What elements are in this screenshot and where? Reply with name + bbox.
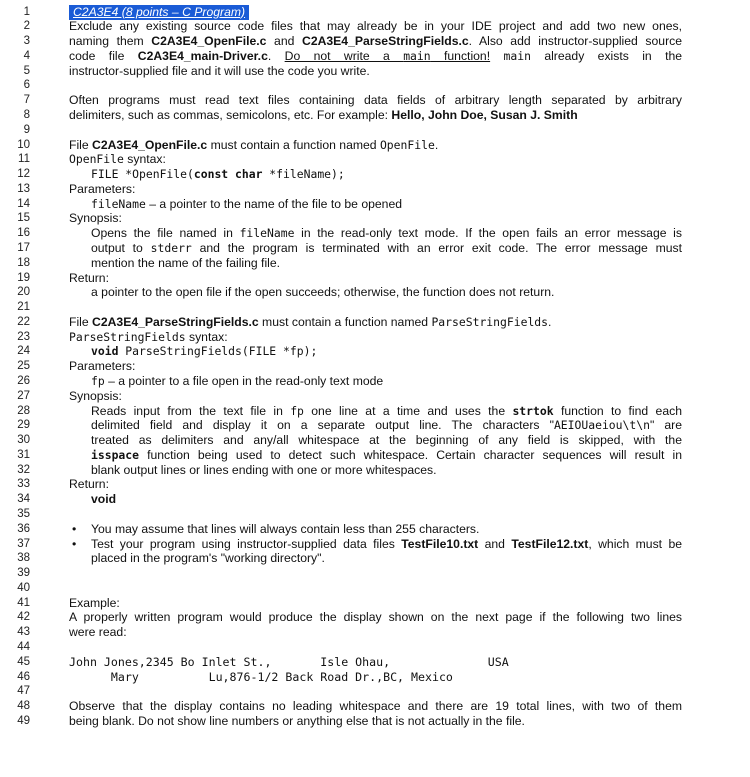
line-11: 11 OpenFile syntax: [0, 152, 750, 167]
line-number: 10 [17, 138, 30, 151]
line-number: 27 [17, 389, 30, 402]
line-number: 18 [17, 256, 30, 269]
line-22: 22 File C2A3E4_ParseStringFields.c must contain a function named ParseStringFields. [0, 315, 750, 330]
line-44 [0, 640, 750, 655]
line-number: 17 [17, 241, 30, 254]
line-6 [0, 78, 750, 93]
line-number: 23 [17, 330, 30, 343]
line-48: 48 Observe that the display contains no leading whitespace and there are 19 total lines, with two of them [0, 699, 750, 714]
line-33: 33 Return: [0, 477, 750, 492]
line-8: 8 delimiters, such as commas, semicolons, etc. For example: Hello, John Doe, Susan J. Smith [0, 108, 750, 123]
line-number: 3 [23, 35, 30, 48]
line-number: 19 [17, 271, 30, 284]
line-3: 3 naming them C2A3E4_OpenFile.c and C2A3E4_ParseStringFields.c. Also add instructor-supplied source [0, 34, 750, 49]
line-1 [0, 5, 750, 20]
assignment-title: C2A3E4 (8 points – C Program) [69, 5, 249, 20]
line-26: 26 fp – a pointer to a file open in the read-only text mode [0, 374, 750, 389]
line-number: 36 [17, 522, 30, 535]
line-36: 36 • You may assume that lines will always contain less than 255 characters. [0, 522, 750, 537]
bullet-icon: • [72, 536, 77, 551]
line-number: 28 [17, 404, 30, 417]
line-number: 9 [23, 123, 30, 136]
line-number: 42 [17, 611, 30, 624]
line-number: 5 [23, 64, 30, 77]
line-35 [0, 507, 750, 522]
line-number: 4 [23, 49, 30, 62]
line-37: 37 • Test your program using instructor-supplied data files TestFile10.txt and TestFile12.txt, which must be [0, 537, 750, 552]
line-29: 29 delimited field and display it on a separate output line. The characters "AEIOUaeiou\t\n" are [0, 418, 750, 433]
line-40 [0, 581, 750, 596]
line-number: 26 [17, 375, 30, 387]
line-19: 19 Return: [0, 271, 750, 286]
line-30: 30 treated as delimiters and any/all whitespace at the beginning of any field is skipped, with the [0, 433, 750, 448]
line-28: 28 Reads input from the text file in fp one line at a time and uses the strtok function to find each [0, 404, 750, 419]
line-12: 12 FILE *OpenFile(const char *fileName); [0, 167, 750, 182]
line-number: 1 [23, 5, 30, 18]
line-number: 48 [17, 700, 30, 713]
line-14: 14 fileName – a pointer to the name of the file to be opened [0, 197, 750, 212]
line-2: 2 Exclude any existing source code files that may already be in your IDE project and add two new ones, [0, 19, 750, 34]
line-number: 15 [17, 212, 30, 225]
line-number: 39 [17, 567, 30, 580]
line-number: 40 [17, 581, 30, 594]
line-45 [0, 655, 750, 670]
line-number: 41 [17, 596, 30, 609]
line-number: 13 [17, 182, 30, 195]
line-number: 22 [17, 315, 30, 328]
line-number: 12 [17, 168, 30, 181]
line-9 [0, 123, 750, 138]
bullet-icon: • [72, 521, 77, 536]
line-13: 13 Parameters: [0, 182, 750, 197]
line-42: 42 A properly written program would produce the display shown on the next page if the following two lines [0, 610, 750, 625]
line-number: 31 [17, 448, 30, 461]
line-number: 30 [17, 434, 30, 447]
line-number: 35 [17, 508, 30, 521]
sample-input-line-1: John Jones,2345 Bo Inlet St., Isle Ohau, USA [69, 654, 509, 669]
line-34: 34 void [0, 492, 750, 507]
line-24: 24 void ParseStringFields(FILE *fp); [0, 344, 750, 359]
line-16: 16 Opens the file named in fileName in the read-only text mode. If the open fails an error message is [0, 226, 750, 241]
line-number: 11 [18, 153, 30, 166]
line-number: 44 [17, 641, 30, 654]
line-43: 43 were read: [0, 625, 750, 640]
line-number: 20 [17, 286, 30, 299]
line-18: 18 mention the name of the failing file. [0, 256, 750, 271]
line-number: 29 [17, 419, 30, 432]
line-number: 34 [17, 493, 30, 506]
line-number: 24 [17, 345, 30, 358]
line-47 [0, 684, 750, 699]
line-15: 15 Synopsis: [0, 211, 750, 226]
line-4: 4 code file C2A3E4_main-Driver.c. Do not write a main function! main already exists in the [0, 49, 750, 64]
line-number: 32 [17, 463, 30, 476]
line-number: 37 [17, 537, 30, 550]
line-5: 5 instructor-supplied file and it will use the code you write. [0, 64, 750, 79]
line-7: 7 Often programs must read text files containing data fields of arbitrary length separated by arbitrary [0, 93, 750, 108]
line-20: 20 a pointer to the open file if the open succeeds; otherwise, the function does not return. [0, 285, 750, 300]
line-17: 17 output to stderr and the program is terminated with an error exit code. The error message must [0, 241, 750, 256]
line-41: 41 Example: [0, 596, 750, 611]
line-number: 45 [17, 655, 30, 668]
line-number: 46 [17, 670, 30, 683]
line-number: 6 [23, 79, 30, 92]
line-31: 31 isspace function being used to detect such whitespace. Certain character sequences will result in [0, 448, 750, 463]
line-25: 25 Parameters: [0, 359, 750, 374]
line-number: 2 [23, 20, 30, 33]
line-number: 16 [17, 227, 30, 240]
line-number: 38 [17, 552, 30, 565]
line-27: 27 Synopsis: [0, 389, 750, 404]
line-38: 38 placed in the program's "working directory". [0, 551, 750, 566]
line-46 [0, 670, 750, 685]
line-number: 8 [23, 108, 30, 121]
line-number: 7 [23, 94, 30, 107]
line-number: 43 [17, 626, 30, 639]
line-23: 23 ParseStringFields syntax: [0, 330, 750, 345]
line-number: 47 [17, 685, 30, 698]
line-number: 25 [17, 360, 30, 373]
line-number: 49 [17, 714, 30, 727]
line-32: 32 blank output lines or lines ending with one or more whitespaces. [0, 463, 750, 478]
line-10: 10 File C2A3E4_OpenFile.c must contain a function named OpenFile. [0, 138, 750, 153]
sample-input-line-2: Mary Lu,876-1/2 Back Road Dr.,BC, Mexico [69, 669, 453, 684]
line-number: 33 [17, 478, 30, 491]
line-number: 21 [17, 301, 30, 314]
line-number: 14 [17, 197, 30, 210]
line-49: 49 being blank. Do not show line numbers or anything else that is not actually in the file. [0, 714, 750, 729]
line-39 [0, 566, 750, 581]
line-21 [0, 300, 750, 315]
